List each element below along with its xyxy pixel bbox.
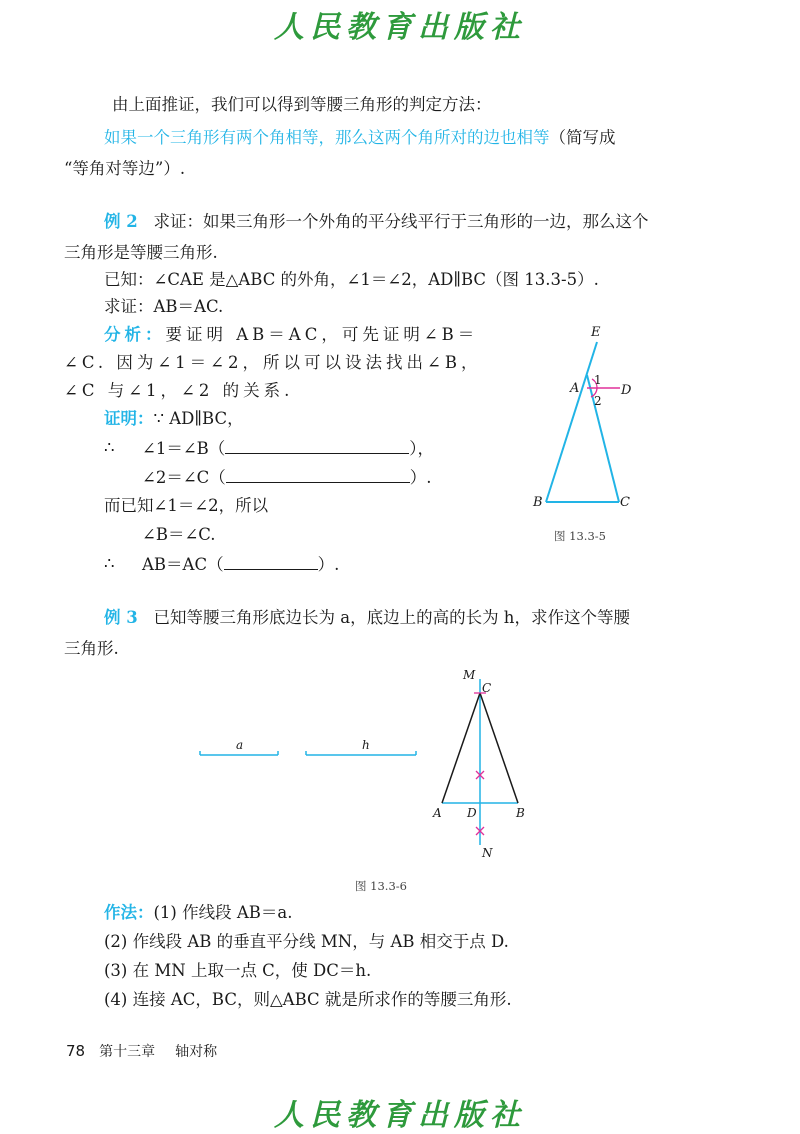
analysis-text1: 要证明 AB＝AC，可先证明∠B＝ [165, 325, 479, 344]
proof-step2 [142, 466, 432, 489]
label-A6: A [433, 806, 442, 820]
label-N: N [482, 846, 493, 860]
proof-final-close: ）. [317, 555, 340, 574]
proof-step3: ∠B＝∠C. [142, 525, 216, 544]
chapter-title: 轴对称 [175, 1044, 218, 1060]
method-label: 作法： [104, 903, 154, 922]
theorem-line1 [104, 127, 616, 149]
ex3-label: 例 3 [104, 608, 138, 627]
ex2-given: 已知：∠CAE 是△ABC 的外角，∠1＝∠2，AD∥BC（图 13.3-5）. [104, 270, 599, 289]
proof-line1 [104, 408, 244, 430]
method-step3: (3) 在 MN 上取一点 C，使 DC＝h. [104, 961, 372, 980]
theorem-tail1: （简写成 [549, 128, 616, 147]
proof-therefore: ∴ [104, 438, 115, 457]
label-E: E [591, 325, 601, 340]
proof-known: 而已知∠1＝∠2，所以 [104, 496, 269, 515]
proof-step2-close: ）. [409, 468, 432, 487]
label-M: M [463, 668, 476, 682]
publisher-logo-top: 人民教育出版社 [274, 10, 526, 45]
segment-a-label: a [236, 738, 244, 752]
ex2-text1: 求证：如果三角形一个外角的平分线平行于三角形的一边，那么这个 [153, 212, 649, 231]
ex2-prove: 求证：AB＝AC. [104, 297, 224, 316]
method-step2: (2) 作线段 AB 的垂直平分线 MN，与 AB 相交于点 D. [104, 932, 509, 951]
page-number: 78 [66, 1042, 86, 1060]
blank-1 [225, 437, 409, 454]
figure-13-3-6-caption: 图 13.3-6 [355, 879, 407, 893]
given-segments [196, 735, 426, 765]
proof-step2-text: ∠2＝∠C（ [142, 468, 226, 487]
blank-3 [224, 553, 318, 570]
figure-13-3-6 [425, 665, 535, 865]
intro-text: 由上面推证，我们可以得到等腰三角形的判定方法： [112, 95, 492, 114]
label-D: D [621, 383, 632, 398]
ex2-line2: 三角形是等腰三角形. [64, 243, 218, 262]
proof-because: ∵ AD∥BC， [153, 409, 244, 428]
label-C: C [620, 495, 630, 510]
theorem-line2: “等角对等边”）. [64, 159, 186, 178]
chapter-number: 第十三章 [99, 1044, 156, 1060]
label-angle-1: 1 [594, 373, 602, 387]
label-C6: C [482, 681, 492, 695]
figure-13-3-5 [525, 320, 645, 520]
label-angle-2: 2 [594, 394, 602, 408]
method-step4: (4) 连接 AC，BC，则△ABC 就是所求作的等腰三角形. [104, 990, 512, 1009]
ex3-line1 [104, 607, 630, 629]
ex2-analysis2: ∠C. 因为∠1＝∠2，所以可以设法找出∠B， [64, 353, 482, 372]
line-EB [546, 342, 597, 502]
method-step1 [104, 902, 293, 924]
ex3-line2: 三角形. [64, 639, 119, 658]
ex2-analysis3: ∠C 与∠1，∠2 的关系. [64, 381, 294, 400]
label-B: B [533, 495, 543, 510]
proof-step1 [142, 437, 434, 460]
proof-final-therefore: ∴ [104, 554, 115, 573]
proof-step1-close: ）， [409, 439, 435, 458]
blank-2 [226, 466, 410, 483]
label-D6: D [467, 806, 477, 820]
proof-label: 证明： [104, 409, 154, 428]
publisher-logo-bottom: 人民教育出版社 [274, 1098, 526, 1133]
label-B6: B [516, 806, 525, 820]
label-A: A [570, 381, 580, 396]
proof-final-text: AB＝AC（ [142, 555, 224, 574]
segment-AC [442, 693, 480, 803]
proof-step1-text: ∠1＝∠B（ [142, 439, 226, 458]
analysis-label: 分析： [104, 325, 166, 344]
segment-h-label: h [362, 738, 370, 752]
ex2-analysis1 [104, 324, 478, 346]
ex2-line1 [104, 211, 648, 233]
figure-13-3-5-caption: 图 13.3-5 [554, 529, 606, 543]
line-AC [587, 375, 619, 502]
theorem-highlight: 如果一个三角形有两个角相等，那么这两个角所对的边也相等 [104, 128, 550, 147]
ex3-text1: 已知等腰三角形底边长为 a，底边上的高的长为 h，求作这个等腰 [153, 608, 630, 627]
segment-BC [480, 693, 518, 803]
step1-text: (1) 作线段 AB＝a. [153, 903, 293, 922]
proof-final [142, 553, 339, 576]
page-footer [66, 1041, 217, 1061]
ex2-label: 例 2 [104, 212, 138, 231]
